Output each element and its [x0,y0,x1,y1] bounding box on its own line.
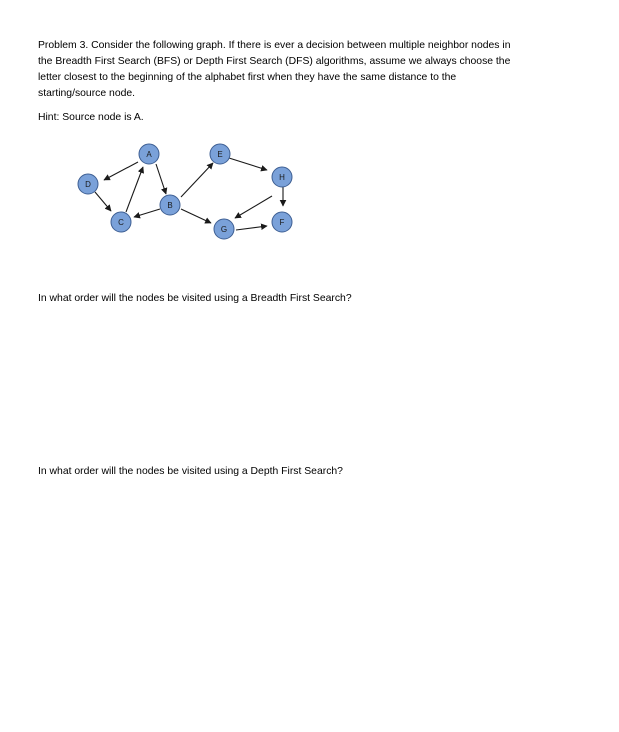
node-a [139,144,159,164]
hint-text: Hint: Source node is A. [38,112,144,123]
node-h-label: H [279,173,285,182]
edge-a-to-d [104,162,138,180]
node-b [160,195,180,215]
node-d [78,174,98,194]
node-f [272,212,292,232]
problem-line-2: the Breadth First Search (BFS) or Depth First Search (DFS) algorithms, assume we always choose the [38,56,511,67]
problem-line-1: Problem 3. Consider the following graph. If there is ever a decision between multiple neighbor nodes in [38,40,511,51]
node-h [272,167,292,187]
directed-graph [0,0,619,260]
edge-d-to-c [95,192,111,211]
node-g [214,219,234,239]
edge-f-to-g [235,196,272,218]
node-a-label: A [146,150,152,159]
node-f-label: F [279,218,285,227]
node-e-label: E [217,150,223,159]
edge-b-to-c [134,209,160,217]
node-b-label: B [167,201,173,210]
edge-c-to-a [126,167,143,212]
edge-a-to-b [156,164,166,194]
edge-g-to-f [236,226,267,230]
node-c [111,212,131,232]
dfs-question: In what order will the nodes be visited using a Depth First Search? [38,466,343,477]
node-c-label: C [118,218,124,227]
bfs-question: In what order will the nodes be visited using a Breadth First Search? [38,293,352,304]
node-g-label: G [220,225,228,234]
node-e [210,144,230,164]
node-d-label: D [85,180,91,189]
edge-e-to-h [229,158,267,170]
problem-line-3: letter closest to the beginning of the alphabet first when they have the same distance to the [38,72,457,83]
edge-b-to-g [181,209,211,223]
edge-b-to-e [181,163,213,197]
problem-line-4: starting/source node. [38,88,136,99]
